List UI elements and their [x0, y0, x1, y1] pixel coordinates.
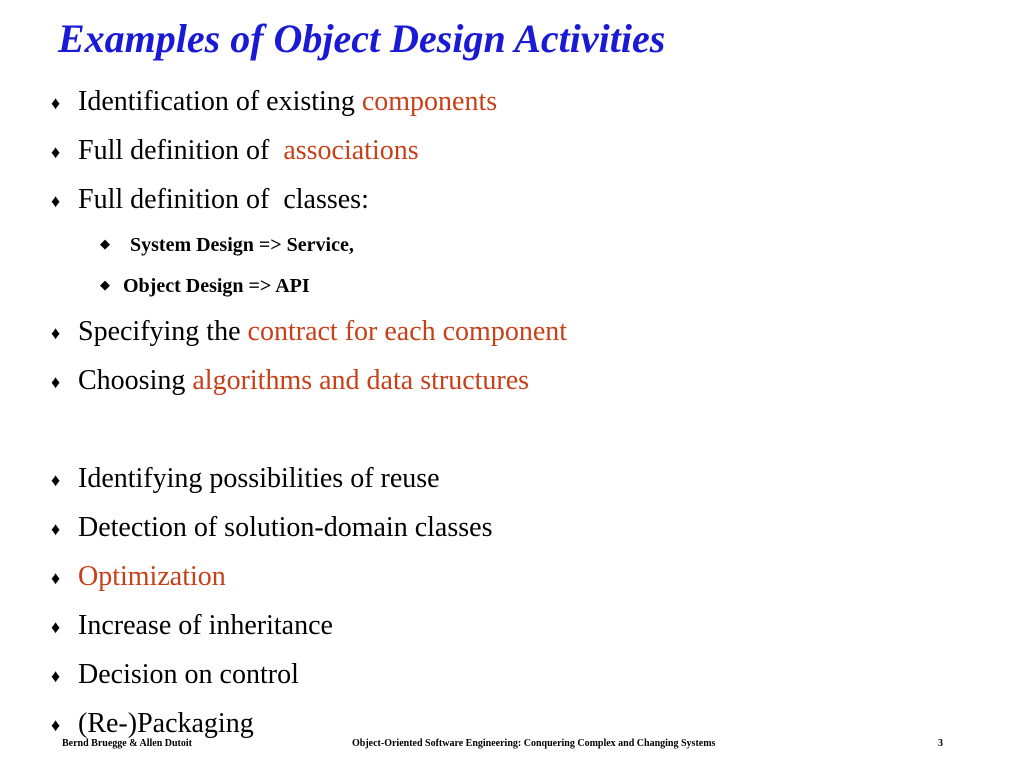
diamond-bullet-icon: ♦	[51, 568, 61, 588]
bullet-item	[51, 180, 369, 220]
bullet-text: Identifying possibilities of reuse	[78, 463, 440, 494]
bullet-text: Identification of existing	[78, 86, 362, 117]
bullet-item	[51, 312, 567, 352]
sub-bullet-item	[100, 230, 354, 260]
footer-page-number: 3	[938, 738, 943, 749]
bullet-text: Increase of inheritance	[78, 610, 333, 641]
bullet-text: Full definition of classes:	[78, 184, 369, 215]
diamond-bullet-icon: ♦	[51, 519, 61, 539]
diamond-bullet-icon: ♦	[51, 666, 61, 686]
bullet-text: Detection of solution-domain classes	[78, 512, 493, 543]
bullet-text: Specifying the	[78, 316, 248, 347]
diamond-bullet-icon: ♦	[51, 715, 61, 735]
diamond-bullet-icon: ♦	[51, 323, 61, 343]
sub-bullet-text: Object Design => API	[123, 275, 310, 297]
bullet-highlight: associations	[283, 135, 419, 166]
bullet-item	[51, 655, 299, 695]
bullet-item	[51, 606, 333, 646]
bullet-highlight: contract for each component	[247, 316, 568, 347]
bullet-text: (Re-)Packaging	[78, 708, 254, 739]
bullet-text: Full definition of	[78, 135, 284, 166]
slide-title: Examples of Object Design Activities	[58, 16, 666, 61]
bullet-highlight: algorithms and data structures	[192, 365, 530, 396]
diamond-bullet-icon: ♦	[51, 470, 61, 490]
diamond-bullet-icon: ♦	[51, 617, 61, 637]
sub-bullet-text: System Design => Service,	[130, 234, 354, 256]
bullet-text: Choosing	[78, 365, 193, 396]
diamond-bullet-icon: ♦	[51, 93, 61, 113]
diamond-bullet-icon: ♦	[51, 191, 61, 211]
diamond-bullet-icon: ♦	[51, 372, 61, 392]
footer-authors: Bernd Bruegge & Allen Dutoit	[62, 738, 192, 749]
footer-book-title: Object-Oriented Software Engineering: Conquering Complex and Changing Systems	[352, 738, 716, 749]
bullet-item	[51, 557, 226, 597]
diamond-bullet-icon: ♦	[51, 142, 61, 162]
bullet-highlight: components	[361, 86, 498, 117]
diamond-sub-bullet-icon: ◆	[100, 236, 110, 251]
bullet-item	[51, 82, 497, 122]
bullet-item	[51, 508, 492, 548]
bullet-item	[51, 131, 419, 171]
bullet-text: Decision on control	[78, 659, 299, 690]
bullet-item	[51, 361, 529, 401]
diamond-sub-bullet-icon: ◆	[100, 277, 110, 292]
bullet-highlight: Optimization	[78, 561, 226, 592]
sub-bullet-item	[100, 271, 310, 301]
bullet-item	[51, 459, 440, 499]
